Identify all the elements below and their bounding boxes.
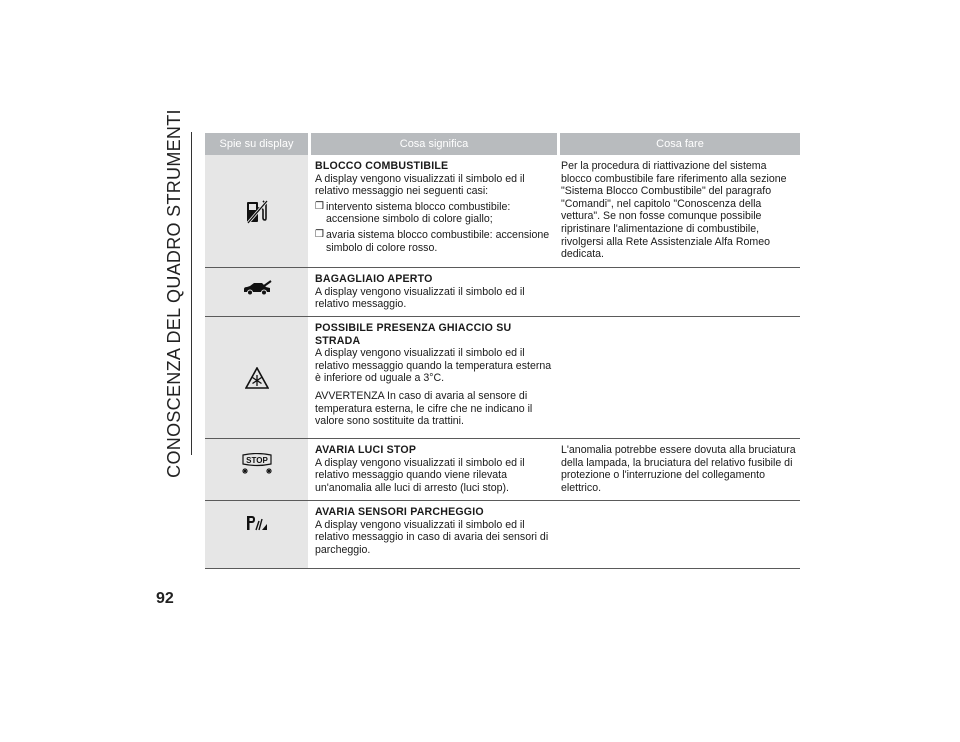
table-row xyxy=(205,155,800,268)
icon-cell xyxy=(205,268,308,316)
header-cosa-fare: Cosa fare xyxy=(560,133,800,155)
list-item xyxy=(315,201,553,226)
action-cell xyxy=(557,268,800,316)
header-significato: Cosa significa xyxy=(311,133,557,155)
row-text: A display vengono visualizzati il simbolo ed il relativo messaggio in caso di avaria dei sensori di parcheggio. xyxy=(315,518,549,556)
action-cell: Per la procedura di riattivazione del sistema blocco combustibile fare riferimento alla sezione "Sistema Blocco Combustibile" del paragrafo "Comandi", nel capitolo "Conoscenza della vettura". Se non fosse comunque possibile ripristinare l'alimentazione di combustibile, rivolgersi alla Rete Assistenziale Alfa Romeo dedicata. xyxy=(561,160,787,261)
meaning-cell xyxy=(311,268,557,316)
ice-warning-icon xyxy=(245,367,269,389)
table-row xyxy=(205,439,800,501)
section-side-title xyxy=(158,109,190,478)
bullet-text: avaria sistema blocco combustibile: accensione simbolo di colore rosso. xyxy=(326,228,550,254)
fuel-block-icon xyxy=(246,198,268,224)
row-title: AVARIA LUCI STOP xyxy=(315,444,417,456)
row-text: A display vengono visualizzati il simbolo ed il relativo messaggio quando la temperatura esterna è inferiore od uguale a 3°C. xyxy=(315,347,552,385)
table-row xyxy=(205,268,800,317)
row-text: A display vengono visualizzati il simbolo ed il relativo messaggio nei seguenti casi: xyxy=(315,172,525,198)
side-divider xyxy=(191,132,192,455)
checkbox-bullet-icon: ❒ xyxy=(315,228,324,240)
stop-lights-icon xyxy=(239,453,275,475)
meaning-cell xyxy=(311,501,557,568)
open-trunk-icon xyxy=(242,280,272,296)
header-spie: Spie su display xyxy=(205,133,308,155)
icon-cell xyxy=(205,317,308,438)
warning-lights-table xyxy=(205,133,800,569)
parking-sensor-icon xyxy=(246,515,268,531)
checkbox-bullet-icon: ❒ xyxy=(315,200,324,212)
row-title: BLOCCO COMBUSTIBILE xyxy=(315,160,449,172)
row-text: A display vengono visualizzati il simbolo ed il relativo messaggio. xyxy=(315,285,525,311)
list-item xyxy=(315,229,553,254)
page-number: 92 xyxy=(156,590,174,607)
meaning-cell xyxy=(311,155,557,267)
section-side-title-text: CONOSCENZA DEL QUADRO STRUMENTI xyxy=(163,109,184,478)
action-cell xyxy=(557,317,800,438)
action-cell: L'anomalia potrebbe essere dovuta alla bruciatura della lampada, la bruciatura del relativo fusibile di protezione o l'interruzione del collegamento elettrico. xyxy=(561,444,796,494)
row-warning-text: AVVERTENZA In caso di avaria al sensore di temperatura esterna, le cifre che ne indicano il valore sono sostituite da trattini. xyxy=(315,389,533,428)
table-header xyxy=(205,133,800,155)
row-text: A display vengono visualizzati il simbolo ed il relativo messaggio quando viene rilevata un'anomalia alle luci di arresto (luci stop). xyxy=(315,456,525,494)
table-row xyxy=(205,501,800,569)
table-row xyxy=(205,317,800,439)
row-title: AVARIA SENSORI PARCHEGGIO xyxy=(315,506,484,518)
bullet-text: intervento sistema blocco combustibile: accensione simbolo di colore giallo; xyxy=(326,200,511,226)
row-title: POSSIBILE PRESENZA GHIACCIO SU STRADA xyxy=(315,322,512,347)
stop-lights-icon-text: STOP xyxy=(245,456,268,465)
icon-cell xyxy=(205,439,308,500)
icon-cell xyxy=(205,155,308,267)
row-title: BAGAGLIAIO APERTO xyxy=(315,273,433,285)
meaning-cell xyxy=(311,439,557,500)
meaning-cell xyxy=(311,317,557,438)
icon-cell xyxy=(205,501,308,568)
action-cell xyxy=(557,501,800,568)
